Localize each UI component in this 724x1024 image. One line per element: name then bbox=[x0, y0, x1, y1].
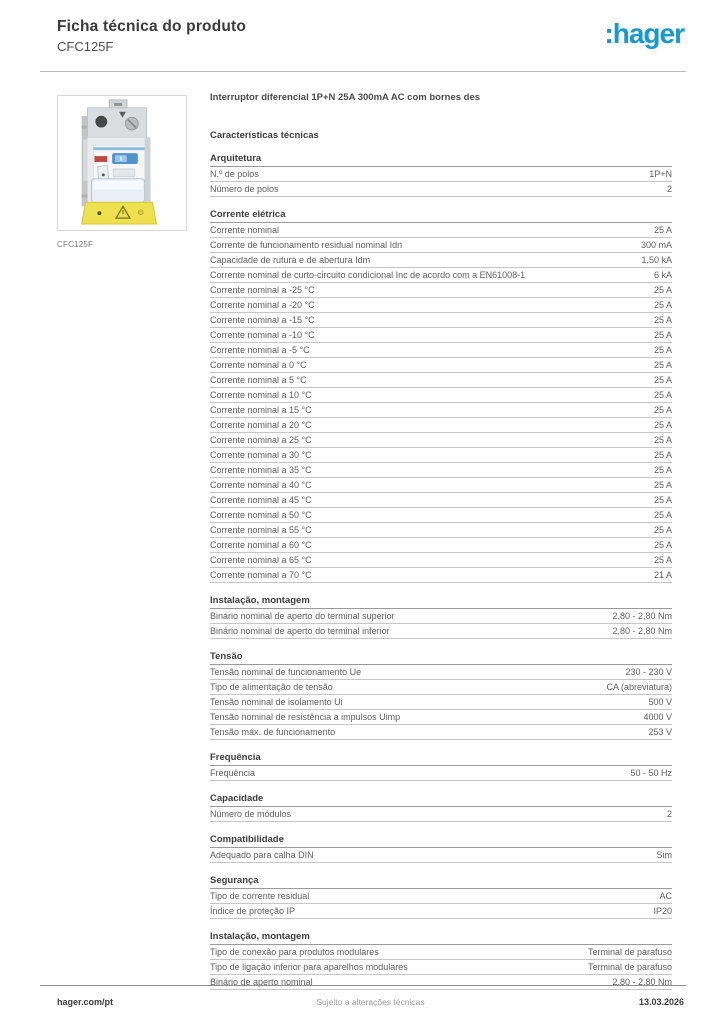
spec-value: Terminal de parafuso bbox=[587, 962, 672, 972]
spec-row bbox=[210, 358, 672, 373]
spec-value: 1,50 kA bbox=[641, 255, 672, 265]
spec-section bbox=[210, 595, 672, 639]
spec-label: Tipo de corrente residual bbox=[210, 891, 310, 901]
spec-row bbox=[210, 889, 672, 904]
spec-value: 25 A bbox=[653, 330, 672, 340]
hager-logo: :hager bbox=[604, 18, 684, 49]
spec-value: 25 A bbox=[653, 450, 672, 460]
section-title: Arquitetura bbox=[210, 153, 672, 167]
spec-row bbox=[210, 373, 672, 388]
spec-row bbox=[210, 568, 672, 583]
spec-row bbox=[210, 945, 672, 960]
spec-value: 25 A bbox=[653, 495, 672, 505]
spec-row bbox=[210, 975, 672, 990]
spec-label: Corrente nominal a -5 °C bbox=[210, 345, 310, 355]
spec-row bbox=[210, 523, 672, 538]
spec-value: 253 V bbox=[648, 727, 672, 737]
spec-label: Binário de aperto nominal bbox=[210, 977, 313, 987]
section-title: Compatibilidade bbox=[210, 834, 672, 848]
spec-row bbox=[210, 403, 672, 418]
product-reference: CFC125F bbox=[57, 39, 114, 54]
section-title: Instalação, montagem bbox=[210, 931, 672, 945]
spec-label: Frequência bbox=[210, 768, 256, 778]
spec-label: Binário nominal de aperto do terminal inferior bbox=[210, 626, 390, 636]
spec-value: 2,80 - 2,80 Nm bbox=[612, 977, 672, 987]
spec-value: 25 A bbox=[653, 375, 672, 385]
spec-value: 1P+N bbox=[649, 169, 672, 179]
spec-section bbox=[210, 931, 672, 990]
spec-value: 2,80 - 2,80 Nm bbox=[612, 626, 672, 636]
spec-value: 25 A bbox=[653, 540, 672, 550]
spec-row bbox=[210, 960, 672, 975]
spec-value: 25 A bbox=[653, 225, 672, 235]
spec-label: Corrente nominal bbox=[210, 225, 280, 235]
spec-label: Tipo de conexão para produtos modulares bbox=[210, 947, 379, 957]
specs-column bbox=[210, 92, 672, 990]
spec-value: 25 A bbox=[653, 345, 672, 355]
spec-label: Tensão máx. de funcionamento bbox=[210, 727, 336, 737]
spec-value: 2 bbox=[666, 184, 672, 194]
spec-label: Corrente nominal a 0 °C bbox=[210, 360, 307, 370]
spec-value: 25 A bbox=[653, 390, 672, 400]
spec-value: 25 A bbox=[653, 360, 672, 370]
spec-row bbox=[210, 766, 672, 781]
spec-row bbox=[210, 253, 672, 268]
product-description: Interruptor diferencial 1P+N 25A 300mA AC com bornes des bbox=[210, 92, 481, 103]
spec-row bbox=[210, 710, 672, 725]
spec-sections bbox=[210, 153, 672, 990]
spec-row bbox=[210, 433, 672, 448]
spec-value: Sim bbox=[656, 850, 672, 860]
footer-disclaimer: Sujeito a alterações técnicas bbox=[316, 997, 425, 1007]
spec-value: 25 A bbox=[653, 480, 672, 490]
spec-label: Adequado para calha DIN bbox=[210, 850, 314, 860]
spec-label: Número de polos bbox=[210, 184, 279, 194]
spec-label: Corrente nominal a 50 °C bbox=[210, 510, 312, 520]
spec-value: 25 A bbox=[653, 465, 672, 475]
spec-value: 25 A bbox=[653, 525, 672, 535]
spec-section bbox=[210, 752, 672, 781]
spec-value: Terminal de parafuso bbox=[587, 947, 672, 957]
spec-row bbox=[210, 182, 672, 197]
spec-row bbox=[210, 418, 672, 433]
spec-label: Corrente nominal a 30 °C bbox=[210, 450, 312, 460]
spec-row bbox=[210, 478, 672, 493]
spec-row bbox=[210, 223, 672, 238]
spec-value: 25 A bbox=[653, 405, 672, 415]
spec-row bbox=[210, 665, 672, 680]
section-title: Corrente elétrica bbox=[210, 209, 672, 223]
spec-row bbox=[210, 298, 672, 313]
section-title: Tensão bbox=[210, 651, 672, 665]
page-title: Ficha técnica do produto bbox=[57, 18, 247, 35]
spec-row bbox=[210, 313, 672, 328]
spec-label: Tipo de alimentação de tensão bbox=[210, 682, 333, 692]
spec-row bbox=[210, 493, 672, 508]
spec-label: Tipo de ligação inferior para aparelhos modulares bbox=[210, 962, 408, 972]
spec-row bbox=[210, 388, 672, 403]
spec-label: Corrente nominal a 45 °C bbox=[210, 495, 312, 505]
product-image-column bbox=[57, 95, 189, 249]
spec-value: CA (abreviatura) bbox=[606, 682, 672, 692]
spec-label: Binário nominal de aperto do terminal superior bbox=[210, 611, 395, 621]
spec-value: 25 A bbox=[653, 315, 672, 325]
spec-value: 25 A bbox=[653, 300, 672, 310]
spec-section bbox=[210, 153, 672, 197]
product-image-caption: CFC125F bbox=[57, 240, 94, 249]
spec-label: Tensão nominal de isolamento Ui bbox=[210, 697, 343, 707]
spec-value: 21 A bbox=[653, 570, 672, 580]
spec-label: Corrente nominal a -15 °C bbox=[210, 315, 315, 325]
spec-label: Corrente nominal a -10 °C bbox=[210, 330, 315, 340]
spec-label: Corrente nominal de curto-circuito condicional Inc de acordo com a EN61008-1 bbox=[210, 270, 526, 280]
spec-label: Corrente nominal a 65 °C bbox=[210, 555, 312, 565]
spec-value: 2,80 - 2,80 Nm bbox=[612, 611, 672, 621]
section-title: Segurança bbox=[210, 875, 672, 889]
spec-value: 25 A bbox=[653, 555, 672, 565]
spec-value: 6 kA bbox=[653, 270, 672, 280]
spec-row bbox=[210, 680, 672, 695]
header-divider bbox=[40, 71, 686, 72]
spec-value: 25 A bbox=[653, 285, 672, 295]
spec-section bbox=[210, 834, 672, 863]
spec-row bbox=[210, 463, 672, 478]
spec-row bbox=[210, 538, 672, 553]
section-title: Capacidade bbox=[210, 793, 672, 807]
main-content bbox=[57, 92, 684, 990]
spec-label: Corrente nominal a -25 °C bbox=[210, 285, 315, 295]
spec-row bbox=[210, 268, 672, 283]
footer-website: hager.com/pt bbox=[57, 997, 114, 1007]
spec-label: Corrente nominal a 5 °C bbox=[210, 375, 307, 385]
spec-section bbox=[210, 793, 672, 822]
spec-row bbox=[210, 695, 672, 710]
page-header bbox=[57, 18, 684, 54]
spec-label: Corrente nominal a -20 °C bbox=[210, 300, 315, 310]
spec-label: Capacidade de rutura e de abertura Idm bbox=[210, 255, 371, 265]
spec-label: Tensão nominal de resistência a impulsos Uimp bbox=[210, 712, 401, 722]
spec-section bbox=[210, 651, 672, 740]
spec-value: 25 A bbox=[653, 420, 672, 430]
spec-row bbox=[210, 725, 672, 740]
spec-value: AC bbox=[659, 891, 672, 901]
spec-row bbox=[210, 848, 672, 863]
spec-value: 2 bbox=[666, 809, 672, 819]
spec-label: Corrente nominal a 40 °C bbox=[210, 480, 312, 490]
spec-row bbox=[210, 343, 672, 358]
spec-row bbox=[210, 328, 672, 343]
spec-row bbox=[210, 624, 672, 639]
spec-row bbox=[210, 167, 672, 182]
spec-label: Número de módulos bbox=[210, 809, 292, 819]
spec-value: 500 V bbox=[648, 697, 672, 707]
spec-label: Tensão nominal de funcionamento Ue bbox=[210, 667, 362, 677]
spec-label: Corrente nominal a 15 °C bbox=[210, 405, 312, 415]
spec-row bbox=[210, 448, 672, 463]
footer-date: 13.03.2026 bbox=[638, 997, 684, 1007]
spec-row bbox=[210, 807, 672, 822]
spec-row bbox=[210, 609, 672, 624]
spec-label: Corrente nominal a 35 °C bbox=[210, 465, 312, 475]
spec-label: Corrente nominal a 10 °C bbox=[210, 390, 312, 400]
spec-value: 300 mA bbox=[640, 240, 672, 250]
product-image bbox=[58, 95, 186, 231]
spec-label: Índice de proteção IP bbox=[210, 906, 296, 916]
spec-label: Corrente de funcionamento residual nominal Idn bbox=[210, 240, 403, 250]
section-title: Frequência bbox=[210, 752, 672, 766]
header-titles bbox=[57, 18, 246, 54]
spec-label: Corrente nominal a 55 °C bbox=[210, 525, 312, 535]
spec-row bbox=[210, 508, 672, 523]
technical-characteristics-heading: Características técnicas bbox=[210, 130, 319, 141]
spec-value: 4000 V bbox=[643, 712, 672, 722]
product-image-frame bbox=[57, 95, 187, 231]
spec-section bbox=[210, 875, 672, 919]
footer-divider bbox=[40, 985, 686, 986]
spec-row bbox=[210, 553, 672, 568]
spec-value: 50 - 50 Hz bbox=[630, 768, 672, 778]
spec-row bbox=[210, 904, 672, 919]
section-title: Instalação, montagem bbox=[210, 595, 672, 609]
spec-label: Corrente nominal a 70 °C bbox=[210, 570, 312, 580]
spec-value: 25 A bbox=[653, 435, 672, 445]
spec-row bbox=[210, 283, 672, 298]
spec-label: Corrente nominal a 20 °C bbox=[210, 420, 312, 430]
spec-label: Corrente nominal a 60 °C bbox=[210, 540, 312, 550]
spec-section bbox=[210, 209, 672, 583]
spec-row bbox=[210, 238, 672, 253]
spec-label: Corrente nominal a 25 °C bbox=[210, 435, 312, 445]
spec-value: 25 A bbox=[653, 510, 672, 520]
spec-label: N.º de polos bbox=[210, 169, 259, 179]
spec-value: IP20 bbox=[653, 906, 672, 916]
spec-value: 230 - 230 V bbox=[625, 667, 672, 677]
